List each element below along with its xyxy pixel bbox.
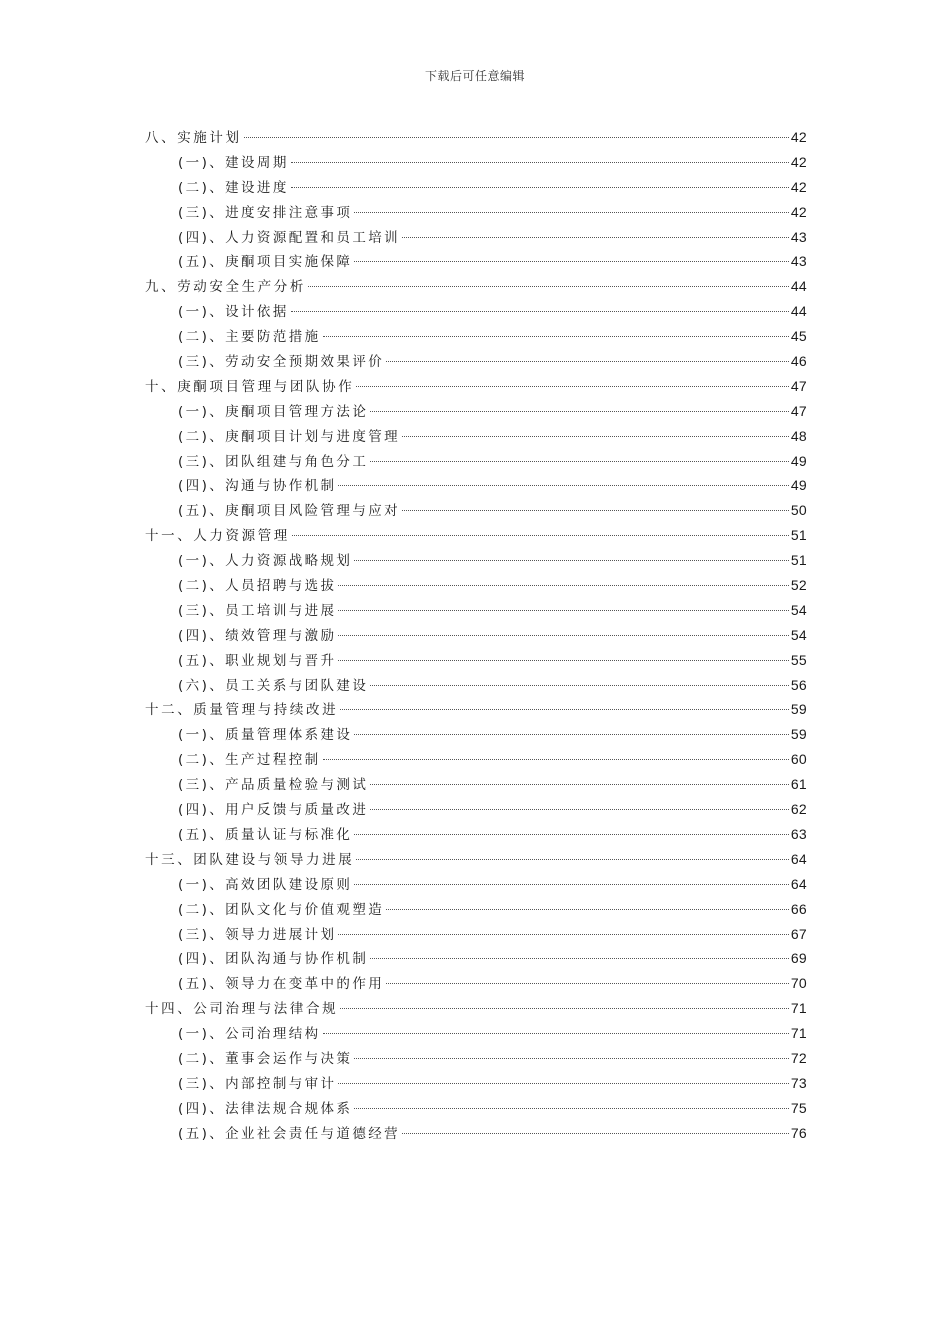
toc-entry-label: (五)、职业规划与晋升 bbox=[178, 652, 337, 669]
toc-section-entry[interactable] bbox=[145, 648, 807, 673]
toc-page-number: 44 bbox=[790, 278, 807, 295]
toc-page-number: 45 bbox=[790, 328, 807, 345]
toc-section-entry[interactable] bbox=[145, 623, 807, 648]
toc-entry-label: (一)、建设周期 bbox=[178, 154, 289, 171]
toc-page-number: 71 bbox=[790, 1000, 807, 1017]
toc-dot-leader bbox=[292, 535, 789, 536]
toc-entry-label: (一)、庚酮项目管理方法论 bbox=[178, 403, 369, 420]
toc-dot-leader bbox=[370, 809, 789, 810]
toc-entry-label: 十四、公司治理与法律合规 bbox=[145, 1001, 339, 1018]
toc-page-number: 51 bbox=[790, 527, 807, 544]
toc-dot-leader bbox=[354, 834, 788, 835]
toc-page-number: 56 bbox=[790, 676, 807, 693]
toc-entry-label: (一)、人力资源战略规划 bbox=[178, 553, 353, 570]
toc-section-entry[interactable] bbox=[145, 797, 807, 822]
toc-section-entry[interactable] bbox=[145, 249, 807, 274]
toc-dot-leader bbox=[338, 1083, 788, 1084]
toc-section-entry[interactable] bbox=[145, 299, 807, 324]
toc-dot-leader bbox=[354, 1058, 788, 1059]
toc-dot-leader bbox=[370, 958, 789, 959]
toc-page-number: 70 bbox=[790, 975, 807, 992]
toc-page-number: 66 bbox=[790, 900, 807, 917]
toc-entry-label: 十、庚酮项目管理与团队协作 bbox=[145, 378, 355, 395]
toc-section-entry[interactable] bbox=[145, 225, 807, 250]
toc-page-number: 72 bbox=[790, 1049, 807, 1066]
toc-entry-label: (四)、用户反馈与质量改进 bbox=[178, 802, 369, 819]
toc-dot-leader bbox=[354, 212, 788, 213]
toc-dot-leader bbox=[323, 1033, 789, 1034]
toc-entry-label: (四)、法律法规合规体系 bbox=[178, 1100, 353, 1117]
toc-entry-label: (四)、绩效管理与激励 bbox=[178, 627, 337, 644]
toc-dot-leader bbox=[244, 137, 789, 138]
toc-section-entry[interactable] bbox=[145, 349, 807, 374]
toc-dot-leader bbox=[291, 311, 789, 312]
toc-page-number: 59 bbox=[790, 726, 807, 743]
toc-dot-leader bbox=[354, 884, 788, 885]
toc-entry-label: (五)、企业社会责任与道德经营 bbox=[178, 1125, 401, 1142]
toc-entry-label: 十二、质量管理与持续改进 bbox=[145, 702, 339, 719]
toc-section-entry[interactable] bbox=[145, 897, 807, 922]
toc-section-entry[interactable] bbox=[145, 150, 807, 175]
toc-page-number: 75 bbox=[790, 1099, 807, 1116]
toc-page-number: 47 bbox=[790, 377, 807, 394]
toc-page-number: 64 bbox=[790, 875, 807, 892]
toc-page-number: 50 bbox=[790, 502, 807, 519]
toc-section-entry[interactable] bbox=[145, 747, 807, 772]
toc-section-entry[interactable] bbox=[145, 1046, 807, 1071]
toc-entry-label: (三)、进度安排注意事项 bbox=[178, 204, 353, 221]
toc-section-entry[interactable] bbox=[145, 971, 807, 996]
toc-dot-leader bbox=[386, 983, 789, 984]
toc-dot-leader bbox=[356, 386, 789, 387]
toc-entry-label: (三)、产品质量检验与测试 bbox=[178, 777, 369, 794]
toc-entry-label: (六)、员工关系与团队建设 bbox=[178, 677, 369, 694]
toc-entry-label: (三)、团队组建与角色分工 bbox=[178, 453, 369, 470]
toc-dot-leader bbox=[338, 585, 788, 586]
toc-page-number: 71 bbox=[790, 1025, 807, 1042]
toc-dot-leader bbox=[338, 934, 788, 935]
toc-section-entry[interactable] bbox=[145, 449, 807, 474]
toc-dot-leader bbox=[402, 510, 789, 511]
toc-page-number: 73 bbox=[790, 1074, 807, 1091]
toc-page-number: 43 bbox=[790, 253, 807, 270]
toc-page-number: 43 bbox=[790, 228, 807, 245]
toc-entry-label: (二)、人员招聘与选拔 bbox=[178, 578, 337, 595]
toc-chapter-entry[interactable] bbox=[145, 125, 807, 150]
toc-entry-label: 十三、团队建设与领导力进展 bbox=[145, 851, 355, 868]
table-of-contents bbox=[145, 125, 807, 1146]
toc-page-number: 46 bbox=[790, 353, 807, 370]
toc-section-entry[interactable] bbox=[145, 399, 807, 424]
toc-section-entry[interactable] bbox=[145, 872, 807, 897]
toc-dot-leader bbox=[386, 361, 789, 362]
toc-dot-leader bbox=[338, 610, 788, 611]
toc-section-entry[interactable] bbox=[145, 722, 807, 747]
toc-entry-label: 十一、人力资源管理 bbox=[145, 528, 290, 545]
toc-entry-label: 八、实施计划 bbox=[145, 130, 242, 146]
toc-page-number: 62 bbox=[790, 801, 807, 818]
toc-entry-label: (二)、团队文化与价值观塑造 bbox=[178, 901, 385, 918]
toc-dot-leader bbox=[308, 286, 789, 287]
toc-entry-label: (三)、内部控制与审计 bbox=[178, 1075, 337, 1092]
toc-chapter-entry[interactable] bbox=[145, 374, 807, 399]
toc-page-number: 48 bbox=[790, 427, 807, 444]
toc-page-number: 42 bbox=[790, 178, 807, 195]
toc-section-entry[interactable] bbox=[145, 772, 807, 797]
toc-page-number: 59 bbox=[790, 701, 807, 718]
toc-entry-label: (五)、庚酮项目风险管理与应对 bbox=[178, 503, 401, 520]
toc-section-entry[interactable] bbox=[145, 1121, 807, 1146]
toc-section-entry[interactable] bbox=[145, 1021, 807, 1046]
toc-page-number: 49 bbox=[790, 477, 807, 494]
toc-entry-label: (二)、生产过程控制 bbox=[178, 752, 321, 769]
toc-dot-leader bbox=[356, 859, 789, 860]
toc-entry-label: (四)、沟通与协作机制 bbox=[178, 478, 337, 495]
toc-page-number: 69 bbox=[790, 950, 807, 967]
toc-page-number: 67 bbox=[790, 925, 807, 942]
toc-page-number: 76 bbox=[790, 1124, 807, 1141]
toc-page-number: 49 bbox=[790, 452, 807, 469]
toc-section-entry[interactable] bbox=[145, 324, 807, 349]
toc-entry-label: (二)、主要防范措施 bbox=[178, 329, 321, 346]
toc-page-number: 54 bbox=[790, 626, 807, 643]
toc-dot-leader bbox=[354, 1108, 788, 1109]
toc-page-number: 54 bbox=[790, 601, 807, 618]
toc-section-entry[interactable] bbox=[145, 200, 807, 225]
toc-entry-label: (三)、领导力进展计划 bbox=[178, 926, 337, 943]
toc-section-entry[interactable] bbox=[145, 1096, 807, 1121]
toc-entry-label: (三)、员工培训与进展 bbox=[178, 602, 337, 619]
toc-section-entry[interactable] bbox=[145, 822, 807, 847]
toc-chapter-entry[interactable] bbox=[145, 523, 807, 548]
toc-dot-leader bbox=[370, 784, 789, 785]
toc-dot-leader bbox=[370, 411, 789, 412]
toc-dot-leader bbox=[370, 461, 789, 462]
toc-chapter-entry[interactable] bbox=[145, 847, 807, 872]
toc-entry-label: (五)、庚酮项目实施保障 bbox=[178, 254, 353, 271]
toc-entry-label: (一)、质量管理体系建设 bbox=[178, 727, 353, 744]
toc-chapter-entry[interactable] bbox=[145, 274, 807, 299]
toc-page-number: 51 bbox=[790, 552, 807, 569]
toc-entry-label: (五)、领导力在变革中的作用 bbox=[178, 976, 385, 993]
toc-dot-leader bbox=[402, 1133, 789, 1134]
toc-page-number: 64 bbox=[790, 850, 807, 867]
toc-dot-leader bbox=[291, 162, 789, 163]
toc-entry-label: (五)、质量认证与标准化 bbox=[178, 826, 353, 843]
toc-entry-label: (三)、劳动安全预期效果评价 bbox=[178, 354, 385, 371]
toc-page-number: 63 bbox=[790, 825, 807, 842]
toc-dot-leader bbox=[386, 909, 789, 910]
toc-page-number: 44 bbox=[790, 303, 807, 320]
toc-dot-leader bbox=[402, 436, 789, 437]
toc-dot-leader bbox=[338, 635, 788, 636]
toc-entry-label: (二)、建设进度 bbox=[178, 179, 289, 196]
toc-page-number: 52 bbox=[790, 577, 807, 594]
toc-dot-leader bbox=[323, 336, 789, 337]
toc-dot-leader bbox=[340, 1008, 789, 1009]
toc-section-entry[interactable] bbox=[145, 498, 807, 523]
toc-page-number: 42 bbox=[790, 129, 807, 145]
toc-page-number: 42 bbox=[790, 153, 807, 170]
toc-section-entry[interactable] bbox=[145, 175, 807, 200]
toc-dot-leader bbox=[402, 237, 789, 238]
toc-dot-leader bbox=[354, 734, 788, 735]
toc-dot-leader bbox=[338, 485, 788, 486]
toc-dot-leader bbox=[340, 709, 789, 710]
toc-dot-leader bbox=[338, 660, 788, 661]
toc-section-entry[interactable] bbox=[145, 1071, 807, 1096]
toc-entry-label: (一)、公司治理结构 bbox=[178, 1026, 321, 1043]
toc-section-entry[interactable] bbox=[145, 473, 807, 498]
toc-entry-label: (四)、团队沟通与协作机制 bbox=[178, 951, 369, 968]
toc-page-number: 61 bbox=[790, 776, 807, 793]
toc-section-entry[interactable] bbox=[145, 573, 807, 598]
toc-dot-leader bbox=[354, 261, 788, 262]
toc-page-number: 60 bbox=[790, 751, 807, 768]
toc-entry-label: (一)、高效团队建设原则 bbox=[178, 876, 353, 893]
toc-page-number: 47 bbox=[790, 402, 807, 419]
toc-section-entry[interactable] bbox=[145, 922, 807, 947]
toc-chapter-entry[interactable] bbox=[145, 697, 807, 722]
toc-dot-leader bbox=[291, 187, 789, 188]
toc-entry-label: (四)、人力资源配置和员工培训 bbox=[178, 229, 401, 246]
toc-entry-label: (一)、设计依据 bbox=[178, 304, 289, 321]
header-note: 下载后可任意编辑 bbox=[424, 69, 525, 83]
toc-section-entry[interactable] bbox=[145, 548, 807, 573]
toc-entry-label: (二)、董事会运作与决策 bbox=[178, 1050, 353, 1067]
toc-entry-label: (二)、庚酮项目计划与进度管理 bbox=[178, 428, 401, 445]
toc-entry-label: 九、劳动安全生产分析 bbox=[145, 279, 306, 296]
toc-chapter-entry[interactable] bbox=[145, 996, 807, 1021]
toc-dot-leader bbox=[370, 685, 789, 686]
toc-section-entry[interactable] bbox=[145, 946, 807, 971]
toc-dot-leader bbox=[323, 759, 789, 760]
toc-page-number: 55 bbox=[790, 651, 807, 668]
toc-section-entry[interactable] bbox=[145, 424, 807, 449]
toc-dot-leader bbox=[354, 560, 788, 561]
toc-page-number: 42 bbox=[790, 203, 807, 220]
toc-section-entry[interactable] bbox=[145, 673, 807, 698]
toc-section-entry[interactable] bbox=[145, 598, 807, 623]
